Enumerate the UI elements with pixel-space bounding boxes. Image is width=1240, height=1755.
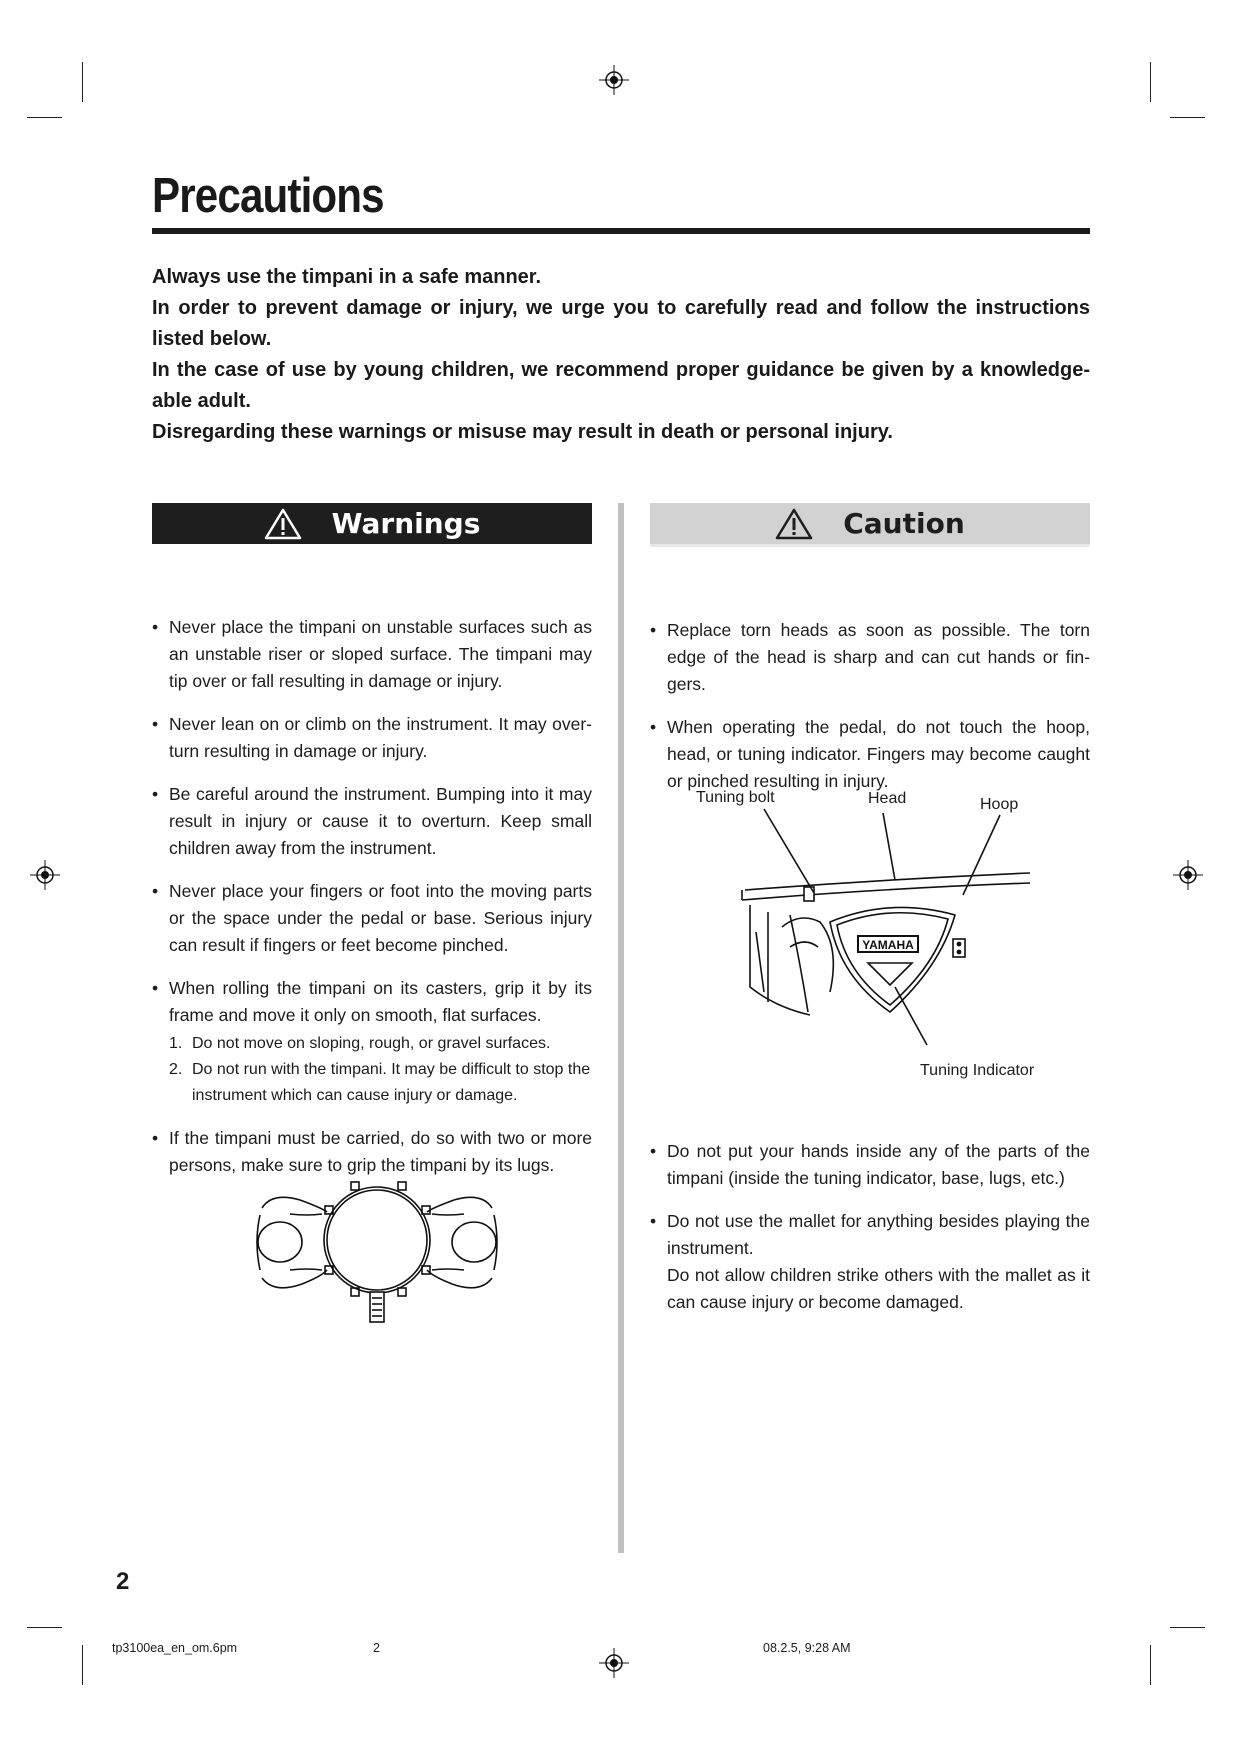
footer-page: 2 [373,1641,380,1655]
list-item [650,617,1090,698]
sub-list [169,1031,592,1109]
list-item-text: When operating the pedal, do not touch the hoop, head, or tuning indicator. Fingers may become caught or pinched resulting in injury. [667,717,1090,791]
list-item-text: If the timpani must be carried, do so with two or more persons, make sure to grip the timpani by its lugs. [169,1128,592,1175]
footer-file-name: tp3100ea_en_om.6pm [112,1641,238,1655]
sub-list-text: Do not move on sloping, rough, or gravel surfaces. [192,1035,551,1052]
list-item-text: Never lean on or climb on the instrument. It may over-turn resulting in damage or injury. [169,714,592,761]
intro-line: Disregarding these warnings or misuse may result in death or personal injury. [152,421,893,443]
crop-mark [82,62,83,102]
list-item [152,878,592,959]
registration-mark-icon [599,65,629,95]
caution-list-continued [650,1138,1090,1332]
list-item-text: Be careful around the instrument. Bumping into it may result in injury or cause it to overturn. Keep small children away from the instrument. [169,784,592,858]
sub-list-number: 1. [169,1035,183,1052]
list-item [650,1208,1090,1316]
crop-mark [27,117,62,118]
page-title: Precautions [152,169,384,223]
crop-mark [1150,62,1151,102]
title-rule [152,228,1090,234]
warnings-heading: Warnings [331,507,481,540]
figure-label-tuning-indicator: Tuning Indicator [920,1062,1035,1079]
list-item-text: Do not allow children strike others with the mallet as it can cause injury or become damaged. [667,1265,1090,1312]
crop-mark [1170,1627,1205,1628]
sub-list-text: Do not run with the timpani. It may be difficult to stop the instrument which can cause injury or damage. [192,1061,591,1104]
intro-text [152,262,1090,448]
footer-timestamp: 08.2.5, 9:28 AM [763,1641,851,1655]
timpani-tuning-figure [690,787,1070,1087]
caution-list-bottom [650,1138,1090,1316]
list-item-text: When rolling the timpani on its casters, grip it by its frame and move it only on smooth, flat surfaces. [169,978,592,1025]
registration-mark-icon [30,860,60,890]
sub-list-number: 2. [169,1061,183,1078]
sub-list-item [169,1057,592,1109]
warning-triangle-icon [264,507,302,541]
caution-banner [650,503,1090,547]
timpani-carry-illustration [252,1170,502,1326]
intro-line: Always use the timpani in a safe manner. [152,266,542,288]
figure-label-hoop: Hoop [980,796,1019,813]
intro-line: In order to prevent damage or injury, we urge you to carefully read and follow the instructions listed below. [152,297,1090,350]
crop-mark [1170,117,1205,118]
timpani-drum-illustration [690,787,1070,1057]
registration-mark-icon [1173,860,1203,890]
list-item [650,714,1090,795]
list-item-text: Replace torn heads as soon as possible. The torn edge of the head is sharp and can cut hands or fin-gers. [667,620,1090,694]
list-item-text: Never place the timpani on unstable surfaces such as an unstable riser or sloped surface. The timpani may tip over or fall resulting in damage or injury. [169,617,592,691]
warnings-list [152,614,592,1179]
caution-heading: Caution [843,507,965,540]
registration-mark-icon [599,1648,629,1678]
column-divider [618,503,624,1553]
warnings-banner [152,503,592,544]
crop-mark [27,1627,62,1628]
timpani-carry-figure [252,1170,502,1326]
crop-mark [1150,1645,1151,1685]
list-item-text: Never place your fingers or foot into the moving parts or the space under the pedal or base. Serious injury can result if fingers or feet become pinched. [169,881,592,955]
caution-list [650,617,1090,795]
warning-triangle-icon [775,507,813,541]
crop-mark [82,1645,83,1685]
list-item [650,1138,1090,1192]
caution-section [650,503,1090,811]
list-item-text: Do not use the mallet for anything besides playing the instrument. [667,1211,1090,1258]
sub-list-item [169,1031,592,1057]
yamaha-logo: YAMAHA [862,938,914,952]
list-item-text: Do not put your hands inside any of the parts of the timpani (inside the tuning indicator, base, lugs, etc.) [667,1141,1090,1188]
figure-label-head: Head [868,790,907,807]
list-item [152,781,592,862]
page-number: 2 [116,1568,130,1595]
list-item [152,711,592,765]
list-item [152,975,592,1109]
warnings-section [152,503,592,1195]
intro-line: In the case of use by young children, we recommend proper guidance be given by a knowledge-able adult. [152,359,1090,412]
figure-label-tuning-bolt: Tuning bolt [696,789,775,806]
list-item [152,614,592,695]
